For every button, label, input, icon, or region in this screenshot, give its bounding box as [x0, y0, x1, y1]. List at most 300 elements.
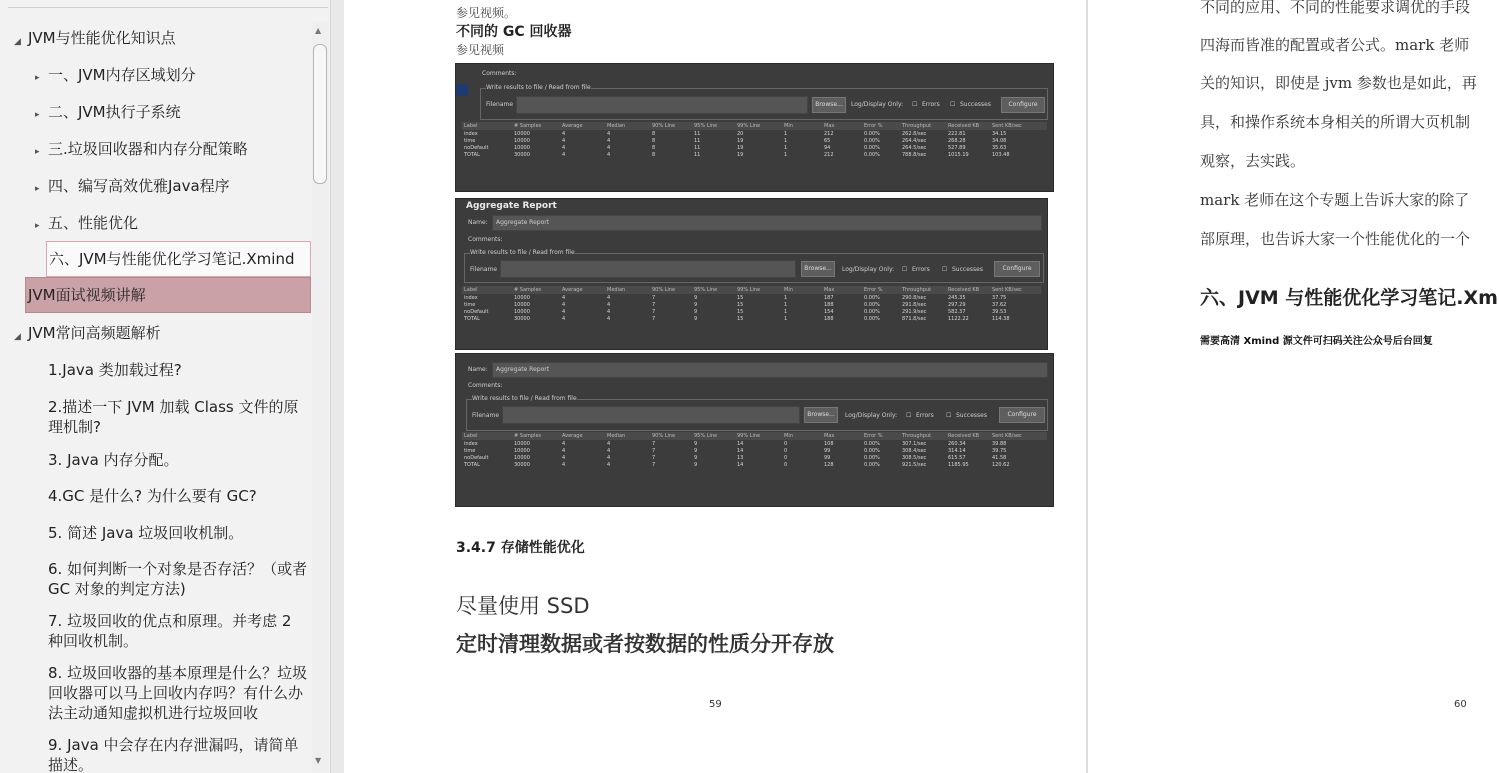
- column-header[interactable]: 99% Line: [737, 433, 761, 439]
- table-cell: 1: [784, 309, 788, 315]
- table-row: [462, 448, 1047, 455]
- column-header[interactable]: Min: [784, 433, 793, 439]
- column-header[interactable]: Max: [824, 123, 835, 129]
- successes-checkbox[interactable]: ☐: [950, 101, 956, 108]
- table-cell: 4: [607, 295, 611, 301]
- outline-item-q3[interactable]: [0, 449, 312, 471]
- paragraph-text: mark 老师在这个专题上告诉大家的除了: [1200, 191, 1470, 209]
- table-cell: 39.88: [992, 441, 1007, 447]
- name-input[interactable]: [492, 362, 1048, 378]
- table-row: [462, 309, 1041, 316]
- table-cell: 245.35: [948, 295, 966, 301]
- table-cell: 212: [824, 131, 834, 137]
- table-header: [462, 286, 1041, 294]
- table-cell: 9: [694, 302, 698, 308]
- column-header[interactable]: Min: [784, 123, 793, 129]
- table-row: [462, 455, 1047, 462]
- table-cell: 7: [652, 448, 656, 454]
- collapsed-triangle-icon[interactable]: ▸: [35, 147, 40, 157]
- comments-label: Comments:: [482, 70, 517, 77]
- table-cell: 7: [652, 309, 656, 315]
- table-cell: time: [464, 302, 476, 308]
- outline-item-label: 6. 如何判断一个对象是否存活？（或者 GC 对象的判定方法): [48, 560, 308, 598]
- column-header[interactable]: Max: [824, 287, 835, 293]
- paragraph-text: 不同的应用、不同的性能要求调优的手段: [1200, 0, 1471, 16]
- outline-item-q8[interactable]: [0, 662, 312, 724]
- column-header[interactable]: Throughput: [902, 433, 932, 439]
- column-header[interactable]: Received KB: [948, 123, 980, 129]
- table-cell: 14: [737, 448, 744, 454]
- column-header[interactable]: Sent KB/sec: [992, 433, 1022, 439]
- outline-item-label: 二、JVM执行子系统: [48, 103, 181, 121]
- expanded-triangle-icon[interactable]: ◢: [14, 37, 21, 47]
- table-cell: 114.38: [992, 316, 1010, 322]
- outline-item-faq[interactable]: [0, 322, 312, 344]
- table-cell: 4: [607, 316, 611, 322]
- table-cell: 307.1/sec: [902, 441, 927, 447]
- comments-label: Comments:: [468, 382, 503, 389]
- errors-checkbox[interactable]: ☐: [906, 412, 912, 419]
- table-cell: TOTAL: [464, 152, 480, 158]
- table-cell: 30000: [514, 462, 530, 468]
- log-display-label: Log/Display Only:: [842, 266, 895, 273]
- table-cell: 9: [694, 316, 698, 322]
- table-cell: 7: [652, 295, 656, 301]
- column-header[interactable]: Throughput: [902, 123, 932, 129]
- table-cell: 0.00%: [864, 138, 880, 144]
- column-header[interactable]: Median: [607, 433, 626, 439]
- column-header[interactable]: Sent KB/sec: [992, 287, 1022, 293]
- outline-item-java-programs[interactable]: [0, 175, 312, 197]
- browse-button[interactable]: Browse...: [812, 97, 846, 113]
- table-cell: TOTAL: [464, 462, 480, 468]
- expanded-triangle-icon[interactable]: ◢: [14, 332, 21, 342]
- table-cell: 37.75: [992, 295, 1007, 301]
- column-header[interactable]: Min: [784, 287, 793, 293]
- section-heading: 3.4.7 存储性能优化: [456, 540, 585, 556]
- errors-checkbox[interactable]: ☐: [912, 101, 918, 108]
- table-cell: 314.14: [948, 448, 966, 454]
- table-cell: 10000: [514, 448, 530, 454]
- table-cell: 1: [784, 316, 788, 322]
- errors-label: Errors: [912, 266, 930, 273]
- table-cell: 10000: [514, 309, 530, 315]
- filename-label: Filename: [470, 266, 498, 273]
- table-cell: 10000: [514, 455, 530, 461]
- table-cell: 7: [652, 441, 656, 447]
- table-cell: 13: [737, 455, 744, 461]
- table-cell: 4: [562, 295, 566, 301]
- table-cell: 921.5/sec: [902, 462, 927, 468]
- table-cell: 4: [562, 145, 566, 151]
- table-cell: 0: [784, 448, 788, 454]
- successes-checkbox[interactable]: ☐: [942, 266, 948, 273]
- table-cell: 8: [652, 138, 656, 144]
- jmeter-screenshot-3: [455, 353, 1054, 507]
- table-cell: 4: [607, 441, 611, 447]
- table-cell: 4: [562, 441, 566, 447]
- table-cell: 0.00%: [864, 462, 880, 468]
- table-cell: 94: [824, 145, 831, 151]
- table-cell: 291.9/sec: [902, 309, 927, 315]
- log-display-label: Log/Display Only:: [851, 101, 904, 108]
- write-results-label: Write results to file / Read from file: [486, 84, 591, 91]
- table-row: [462, 462, 1047, 469]
- table-cell: 8: [652, 152, 656, 158]
- outline-item-q5[interactable]: [0, 522, 312, 544]
- table-cell: 34.08: [992, 138, 1007, 144]
- table-cell: 582.37: [948, 309, 966, 315]
- collapsed-triangle-icon[interactable]: ▸: [35, 184, 40, 194]
- table-cell: 14: [737, 441, 744, 447]
- table-cell: 4: [607, 138, 611, 144]
- scroll-down-icon[interactable]: ▼: [315, 756, 322, 765]
- column-header[interactable]: 90% Line: [652, 123, 676, 129]
- column-header[interactable]: Received KB: [948, 287, 980, 293]
- table-cell: 788.8/sec: [902, 152, 927, 158]
- page-number: 59: [709, 699, 722, 710]
- table-cell: 1: [784, 302, 788, 308]
- table-cell: 11: [694, 138, 701, 144]
- table-cell: 4: [562, 131, 566, 137]
- table-cell: 0: [784, 462, 788, 468]
- column-header[interactable]: 99% Line: [737, 287, 761, 293]
- table-cell: 99: [824, 448, 831, 454]
- table-cell: 4: [607, 145, 611, 151]
- table-cell: 308.4/sec: [902, 448, 927, 454]
- table-cell: 4: [562, 462, 566, 468]
- table-cell: 0.00%: [864, 448, 880, 454]
- outline-item-performance[interactable]: [0, 212, 312, 234]
- table-row: [462, 145, 1047, 152]
- column-header[interactable]: Average: [562, 123, 583, 129]
- table-cell: 0.00%: [864, 152, 880, 158]
- table-row: [462, 152, 1047, 159]
- table-cell: 11: [694, 131, 701, 137]
- table-cell: 4: [607, 302, 611, 308]
- filename-label: Filename: [486, 101, 514, 108]
- column-header[interactable]: Received KB: [948, 433, 980, 439]
- table-cell: 10000: [514, 138, 530, 144]
- table-cell: 99: [824, 455, 831, 461]
- table-cell: 615.57: [948, 455, 966, 461]
- table-cell: 4: [562, 152, 566, 158]
- table-cell: 1: [784, 295, 788, 301]
- table-cell: time: [464, 448, 476, 454]
- outline-item-q4[interactable]: [0, 485, 312, 507]
- column-header[interactable]: # Samples: [514, 287, 542, 293]
- table-cell: 128: [824, 462, 834, 468]
- table-cell: 7: [652, 302, 656, 308]
- browse-button[interactable]: Browse...: [801, 261, 835, 277]
- column-header[interactable]: Label: [464, 433, 478, 439]
- collapsed-triangle-icon[interactable]: ▸: [35, 73, 40, 83]
- outline-item-label: 三.垃圾回收器和内存分配策略: [48, 140, 248, 158]
- successes-label: Successes: [952, 266, 983, 273]
- column-header[interactable]: Median: [607, 123, 626, 129]
- comments-label: Comments:: [468, 236, 503, 243]
- table-cell: 15: [737, 316, 744, 322]
- successes-label: Successes: [960, 101, 991, 108]
- outline-item-q6[interactable]: [0, 558, 312, 600]
- outline-item-label: 1.Java 类加载过程?: [48, 361, 182, 379]
- table-cell: 0.00%: [864, 316, 880, 322]
- table-cell: 7: [652, 316, 656, 322]
- table-cell: noDefault: [464, 455, 489, 461]
- name-value: Aggregate Report: [496, 219, 550, 226]
- outline-item-exec-subsystem[interactable]: [0, 101, 312, 123]
- outline-item-jvm-knowledge[interactable]: [0, 27, 312, 49]
- table-cell: 290.8/sec: [902, 295, 927, 301]
- table-cell: 37.62: [992, 302, 1007, 308]
- table-cell: 103.48: [992, 152, 1010, 158]
- table-cell: 527.89: [948, 145, 966, 151]
- table-cell: 262.8/sec: [902, 131, 927, 137]
- table-cell: 41.58: [992, 455, 1007, 461]
- scroll-up-icon[interactable]: ▲: [315, 26, 322, 35]
- table-cell: 19: [737, 138, 744, 144]
- outline-item-label: 五、性能优化: [48, 214, 139, 232]
- table-cell: 14: [737, 462, 744, 468]
- outline-item-label: 四、编写高效优雅Java程序: [48, 177, 230, 195]
- table-cell: 1185.95: [948, 462, 969, 468]
- column-header[interactable]: Median: [607, 287, 626, 293]
- outline-item-label: 9. Java 中会存在内存泄漏吗，请简单描述。: [48, 736, 299, 773]
- table-cell: 268.28: [948, 138, 966, 144]
- column-header[interactable]: 95% Line: [694, 123, 718, 129]
- collapsed-triangle-icon[interactable]: ▸: [35, 110, 40, 120]
- table-cell: 9: [694, 295, 698, 301]
- table-cell: 4: [562, 448, 566, 454]
- document-page-60: [1088, 0, 1500, 773]
- successes-checkbox[interactable]: ☐: [946, 412, 952, 419]
- table-cell: noDefault: [464, 309, 489, 315]
- table-row: [462, 302, 1041, 309]
- paragraph-text: 参见视频: [456, 43, 505, 57]
- table-cell: 7: [652, 455, 656, 461]
- table-cell: 35.63: [992, 145, 1007, 151]
- outline-item-gc-strategy[interactable]: [0, 138, 312, 160]
- table-cell: 1: [784, 131, 788, 137]
- table-cell: TOTAL: [464, 316, 480, 322]
- outline-item-q9[interactable]: [0, 734, 312, 773]
- browse-button[interactable]: Browse...: [804, 407, 838, 423]
- table-row: [462, 316, 1041, 323]
- column-header[interactable]: Error %: [864, 287, 883, 293]
- table-cell: 4: [562, 455, 566, 461]
- table-cell: 108: [824, 441, 834, 447]
- column-header[interactable]: Average: [562, 287, 583, 293]
- filename-input[interactable]: [502, 406, 800, 424]
- table-cell: 0.00%: [864, 302, 880, 308]
- table-cell: 1: [784, 152, 788, 158]
- table-cell: 4: [607, 309, 611, 315]
- outline-item-label: 六、JVM与性能优化学习笔记.Xmind: [49, 250, 295, 268]
- table-row: [462, 131, 1047, 138]
- table-cell: 0: [784, 455, 788, 461]
- table-cell: 4: [562, 309, 566, 315]
- table-cell: 4: [607, 131, 611, 137]
- column-header[interactable]: 90% Line: [652, 433, 676, 439]
- table-cell: 30000: [514, 316, 530, 322]
- table-header: [462, 432, 1047, 440]
- table-cell: 34.15: [992, 131, 1007, 137]
- table-cell: index: [464, 131, 478, 137]
- section-heading: 不同的 GC 回收器: [456, 24, 572, 40]
- table-cell: 19: [737, 152, 744, 158]
- table-cell: 15: [737, 302, 744, 308]
- column-header[interactable]: 99% Line: [737, 123, 761, 129]
- outline-item-label: 一、JVM内存区域划分: [48, 66, 196, 84]
- table-cell: 39.53: [992, 309, 1007, 315]
- outline-item-q7[interactable]: [0, 610, 312, 652]
- table-cell: 308.5/sec: [902, 455, 927, 461]
- subheading: 尽量使用 SSD: [456, 594, 590, 618]
- column-header[interactable]: Label: [464, 287, 478, 293]
- table-cell: index: [464, 295, 478, 301]
- column-header[interactable]: Max: [824, 433, 835, 439]
- viewer-background: [331, 0, 344, 773]
- table-cell: time: [464, 138, 476, 144]
- column-header[interactable]: Error %: [864, 433, 883, 439]
- errors-checkbox[interactable]: ☐: [902, 266, 908, 273]
- table-cell: 297.29: [948, 302, 966, 308]
- table-cell: 120.62: [992, 462, 1010, 468]
- collapsed-triangle-icon[interactable]: ▸: [35, 221, 40, 231]
- outline-item-label: 7. 垃圾回收的优点和原理。并考虑 2 种回收机制。: [48, 612, 292, 650]
- section-heading: 六、JVM 与性能优化学习笔记.Xm: [1200, 287, 1498, 309]
- table-cell: 4: [607, 448, 611, 454]
- log-display-label: Log/Display Only:: [845, 412, 898, 419]
- sidebar-scrollbar-thumb[interactable]: [313, 44, 327, 184]
- outline-item-label: JVM与性能优化知识点: [28, 29, 176, 47]
- table-cell: 10000: [514, 145, 530, 151]
- table-cell: 4: [607, 462, 611, 468]
- name-input[interactable]: [492, 215, 1042, 231]
- outline-item-label: 2.描述一下 JVM 加载 Class 文件的原理机制?: [48, 398, 299, 436]
- table-cell: noDefault: [464, 145, 489, 151]
- table-cell: 15: [737, 295, 744, 301]
- outline-item-label: 3. Java 内存分配。: [48, 451, 179, 469]
- column-header[interactable]: 95% Line: [694, 287, 718, 293]
- table-cell: 154: [824, 309, 834, 315]
- paragraph-text: 参见视频。: [456, 6, 517, 20]
- table-cell: 1: [784, 145, 788, 151]
- table-cell: 10000: [514, 302, 530, 308]
- table-cell: 264.4/sec: [902, 138, 927, 144]
- outline-item-label: JVM面试视频讲解: [28, 286, 146, 304]
- column-header[interactable]: Error %: [864, 123, 883, 129]
- table-cell: 187: [824, 295, 834, 301]
- configure-button[interactable]: Configure: [994, 261, 1040, 277]
- table-cell: 0.00%: [864, 309, 880, 315]
- table-cell: 1015.19: [948, 152, 969, 158]
- paragraph-text: 关的知识，即使是 jvm 参数也是如此，再: [1200, 74, 1477, 92]
- paragraph-text: 观察，去实践。: [1200, 152, 1306, 170]
- table-cell: 4: [607, 152, 611, 158]
- table-cell: 0.00%: [864, 441, 880, 447]
- paragraph-text: 四海而皆准的配置或者公式。mark 老师: [1200, 36, 1470, 54]
- table-cell: 212: [824, 152, 834, 158]
- table-cell: 4: [607, 455, 611, 461]
- table-cell: 11: [694, 145, 701, 151]
- column-header[interactable]: Throughput: [902, 287, 932, 293]
- outline-item-xmind-notes[interactable]: [46, 241, 311, 277]
- name-value: Aggregate Report: [496, 366, 550, 373]
- filename-input[interactable]: [500, 260, 796, 278]
- table-header: [462, 122, 1047, 130]
- table-cell: 4: [562, 138, 566, 144]
- table-cell: 65: [824, 138, 831, 144]
- table-cell: 4: [562, 316, 566, 322]
- table-cell: 8: [652, 131, 656, 137]
- report-title: Aggregate Report: [466, 201, 557, 211]
- table-cell: 260.34: [948, 441, 966, 447]
- outline-item-label: 4.GC 是什么? 为什么要有 GC?: [48, 487, 257, 505]
- table-cell: 9: [694, 309, 698, 315]
- table-cell: 10000: [514, 131, 530, 137]
- outline-item-q2[interactable]: [0, 396, 312, 438]
- table-cell: index: [464, 441, 478, 447]
- table-row: [462, 295, 1041, 302]
- table-cell: 9: [694, 455, 698, 461]
- filename-label: Filename: [472, 412, 500, 419]
- column-header[interactable]: Average: [562, 433, 583, 439]
- subheading: 定时清理数据或者按数据的性质分开存放: [456, 632, 834, 656]
- column-header[interactable]: 95% Line: [694, 433, 718, 439]
- table-cell: 1122.22: [948, 316, 969, 322]
- table-cell: 39.75: [992, 448, 1007, 454]
- table-cell: 10000: [514, 441, 530, 447]
- table-cell: 19: [737, 145, 744, 151]
- column-header[interactable]: # Samples: [514, 123, 542, 129]
- divider: [8, 7, 328, 8]
- page-number: 60: [1454, 699, 1467, 710]
- table-cell: 20: [737, 131, 744, 137]
- configure-button[interactable]: Configure: [999, 407, 1045, 423]
- document-page-59: [344, 0, 1086, 773]
- column-header[interactable]: # Samples: [514, 433, 542, 439]
- outline-item-q1[interactable]: [0, 359, 312, 381]
- column-header[interactable]: Label: [464, 123, 478, 129]
- table-cell: 871.8/sec: [902, 316, 927, 322]
- table-cell: 8: [652, 145, 656, 151]
- write-results-label: Write results to file / Read from file: [472, 395, 577, 402]
- outline-item-label: JVM常问高频题解析: [28, 324, 161, 342]
- write-results-label: Write results to file / Read from file: [470, 249, 575, 256]
- configure-button[interactable]: Configure: [1001, 97, 1045, 113]
- table-cell: 11: [694, 152, 701, 158]
- outline-item-interview-video[interactable]: [25, 277, 311, 313]
- filename-input[interactable]: [516, 96, 808, 114]
- outline-item-memory-areas[interactable]: [0, 64, 312, 86]
- column-header[interactable]: 90% Line: [652, 287, 676, 293]
- table-cell: 291.8/sec: [902, 302, 927, 308]
- table-row: [462, 441, 1047, 448]
- outline-item-label: 8. 垃圾回收器的基本原理是什么？垃圾回收器可以马上回收内存吗？有什么办法主动通知虚拟机进行垃圾回收: [48, 664, 308, 722]
- successes-label: Successes: [956, 412, 987, 419]
- table-cell: 9: [694, 462, 698, 468]
- table-cell: 0: [784, 441, 788, 447]
- name-label: Name:: [468, 366, 488, 373]
- table-cell: 264.5/sec: [902, 145, 927, 151]
- table-cell: 0.00%: [864, 131, 880, 137]
- table-cell: 9: [694, 448, 698, 454]
- column-header[interactable]: Sent KB/sec: [992, 123, 1022, 129]
- table-cell: 7: [652, 462, 656, 468]
- errors-label: Errors: [916, 412, 934, 419]
- errors-label: Errors: [922, 101, 940, 108]
